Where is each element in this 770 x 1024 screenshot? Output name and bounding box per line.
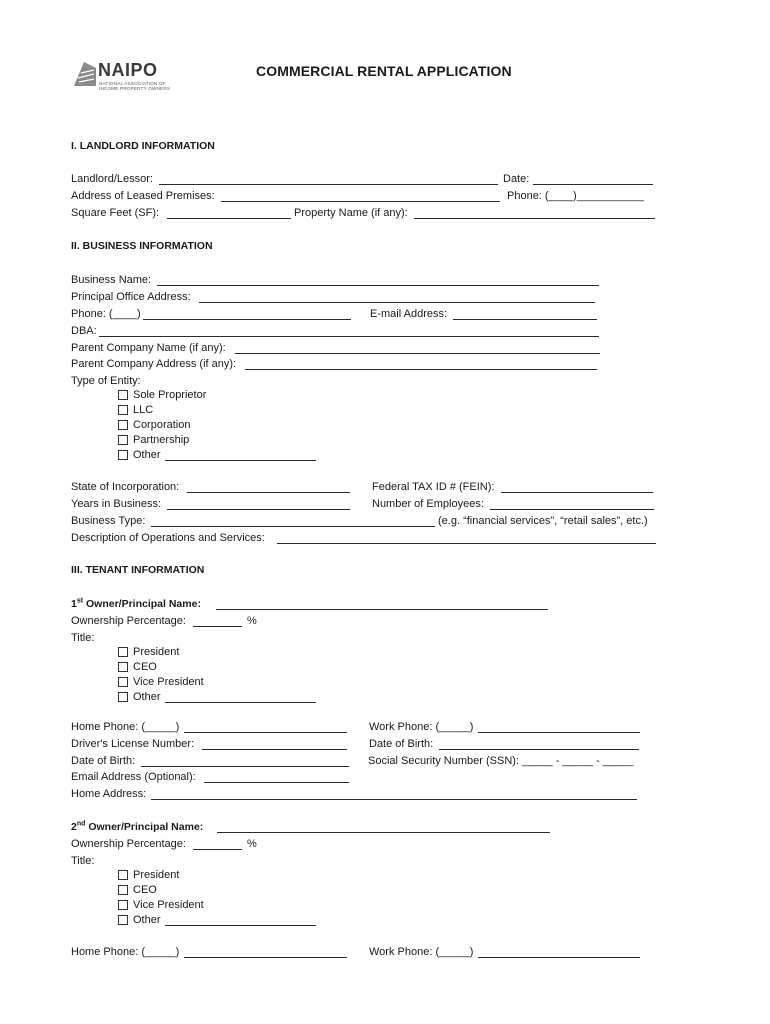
title-option-label: Vice President <box>133 676 204 688</box>
title-option-label: Other <box>133 914 161 926</box>
office-address-field[interactable] <box>199 302 595 303</box>
title-option-label: Vice President <box>133 899 204 911</box>
owner1-ssn-field[interactable]: Social Security Number (SSN): _____ - _____ - _____ <box>368 755 634 767</box>
business-phone-field[interactable] <box>143 319 351 320</box>
fein-label: Federal TAX ID # (FEIN): <box>372 481 495 493</box>
landlord-date-label: Date: <box>503 173 530 185</box>
entity-checkbox[interactable] <box>118 390 128 400</box>
owner1-dob-right-label: Date of Birth: <box>369 738 434 750</box>
tenant-heading: III. TENANT INFORMATION <box>71 564 205 576</box>
owner1-title-label: Title: <box>71 632 95 644</box>
owner1-ownership-label: Ownership Percentage: <box>71 615 186 627</box>
employees-label: Number of Employees: <box>372 498 484 510</box>
page-title: COMMERCIAL RENTAL APPLICATION <box>256 63 512 79</box>
sqft-field[interactable] <box>167 218 291 219</box>
entity-checkbox[interactable] <box>118 450 128 460</box>
business-name-label: Business Name: <box>71 274 152 286</box>
office-address-label: Principal Office Address: <box>71 291 191 303</box>
owner2-home-phone-field[interactable] <box>184 957 347 958</box>
business-type-label: Business Type: <box>71 515 146 527</box>
description-label: Description of Operations and Services: <box>71 532 265 544</box>
owner1-home-phone-label: Home Phone: (_____) <box>71 721 180 733</box>
lessor-label: Landlord/Lessor: <box>71 173 153 185</box>
owner2-home-phone-label: Home Phone: (_____) <box>71 946 180 958</box>
business-email-field[interactable] <box>453 319 597 320</box>
title-other-field[interactable] <box>165 702 316 703</box>
owner1-email-field[interactable] <box>204 782 349 783</box>
description-field[interactable] <box>277 543 656 544</box>
parent-address-label: Parent Company Address (if any): <box>71 358 237 370</box>
business-heading: II. BUSINESS INFORMATION <box>71 240 213 252</box>
fein-field[interactable] <box>501 492 653 493</box>
owner1-home-address-field[interactable] <box>151 799 637 800</box>
title-checkbox[interactable] <box>118 677 128 687</box>
title-checkbox[interactable] <box>118 662 128 672</box>
dba-field[interactable] <box>99 336 599 337</box>
owner1-license-label: Driver's License Number: <box>71 738 195 750</box>
business-email-label: E-mail Address: <box>370 308 448 320</box>
entity-type-label: Type of Entity: <box>71 375 141 387</box>
title-other-field[interactable] <box>165 925 316 926</box>
entity-other-field[interactable] <box>165 460 316 461</box>
business-type-example: (e.g. “financial services”, “retail sales”, etc.) <box>438 515 648 527</box>
owner1-dob-right-field[interactable] <box>439 749 639 750</box>
owner2-percent-sign: % <box>247 838 257 850</box>
owner1-home-address-label: Home Address: <box>71 788 147 800</box>
owner2-ownership-label: Ownership Percentage: <box>71 838 186 850</box>
business-phone-label: Phone: (____) <box>71 308 141 320</box>
sqft-label: Square Feet (SF): <box>71 207 160 219</box>
owner1-license-field[interactable] <box>202 749 347 750</box>
entity-option-label: Sole Proprietor <box>133 389 207 401</box>
business-type-field[interactable] <box>151 526 435 527</box>
title-checkbox[interactable] <box>118 692 128 702</box>
business-name-field[interactable] <box>157 285 599 286</box>
parent-name-field[interactable] <box>235 353 600 354</box>
parent-address-field[interactable] <box>245 369 597 370</box>
parent-name-label: Parent Company Name (if any): <box>71 342 226 354</box>
owner1-email-label: Email Address (Optional): <box>71 771 196 783</box>
state-inc-label: State of Incorporation: <box>71 481 180 493</box>
landlord-heading: I. LANDLORD INFORMATION <box>71 140 215 152</box>
owner2-ownership-field[interactable] <box>193 849 242 850</box>
employees-field[interactable] <box>490 509 654 510</box>
owner1-home-phone-field[interactable] <box>184 732 347 733</box>
logo-subtitle-1: NATIONAL ASSOCIATION OF <box>99 81 166 86</box>
entity-option-label: Corporation <box>133 419 191 431</box>
title-checkbox[interactable] <box>118 647 128 657</box>
owner2-work-phone-field[interactable] <box>478 957 640 958</box>
title-option-label: Other <box>133 691 161 703</box>
leased-address-field[interactable] <box>221 201 500 202</box>
title-checkbox[interactable] <box>118 885 128 895</box>
owner1-work-phone-label: Work Phone: (_____) <box>369 721 474 733</box>
owner1-name-label: 1st Owner/Principal Name: <box>71 597 201 610</box>
title-option-label: CEO <box>133 661 157 673</box>
owner2-work-phone-label: Work Phone: (_____) <box>369 946 474 958</box>
state-inc-field[interactable] <box>187 492 350 493</box>
owner1-ownership-field[interactable] <box>193 626 242 627</box>
title-option-label: President <box>133 646 180 658</box>
entity-option-label: Other <box>133 449 161 461</box>
owner1-dob-field[interactable] <box>141 766 349 767</box>
owner1-percent-sign: % <box>247 615 257 627</box>
entity-checkbox[interactable] <box>118 435 128 445</box>
title-option-label: President <box>133 869 180 881</box>
owner2-name-field[interactable] <box>217 832 550 833</box>
logo-subtitle-2: INCOME PROPERTY OWNERS <box>99 86 171 91</box>
owner2-name-label: 2nd Owner/Principal Name: <box>71 820 204 833</box>
owner1-dob-label: Date of Birth: <box>71 755 136 767</box>
owner2-title-label: Title: <box>71 855 95 867</box>
title-checkbox[interactable] <box>118 870 128 880</box>
entity-option-label: Partnership <box>133 434 190 446</box>
logo <box>72 60 182 90</box>
entity-option-label: LLC <box>133 404 154 416</box>
dba-label: DBA: <box>71 325 97 337</box>
entity-checkbox[interactable] <box>118 420 128 430</box>
property-name-field[interactable] <box>414 218 655 219</box>
owner1-name-field[interactable] <box>216 609 548 610</box>
property-name-label: Property Name (if any): <box>294 207 408 219</box>
entity-checkbox[interactable] <box>118 405 128 415</box>
landlord-phone-field[interactable]: Phone: (____)___________ <box>507 190 645 202</box>
leased-address-label: Address of Leased Premises: <box>71 190 215 202</box>
lessor-field[interactable] <box>159 184 498 185</box>
title-checkbox[interactable] <box>118 900 128 910</box>
building-logo-icon <box>72 60 98 88</box>
owner1-work-phone-field[interactable] <box>478 732 640 733</box>
title-option-label: CEO <box>133 884 157 896</box>
years-label: Years in Business: <box>71 498 162 510</box>
logo-name: NAIPO <box>98 60 158 80</box>
title-checkbox[interactable] <box>118 915 128 925</box>
years-field[interactable] <box>167 509 350 510</box>
landlord-date-field[interactable] <box>533 184 653 185</box>
